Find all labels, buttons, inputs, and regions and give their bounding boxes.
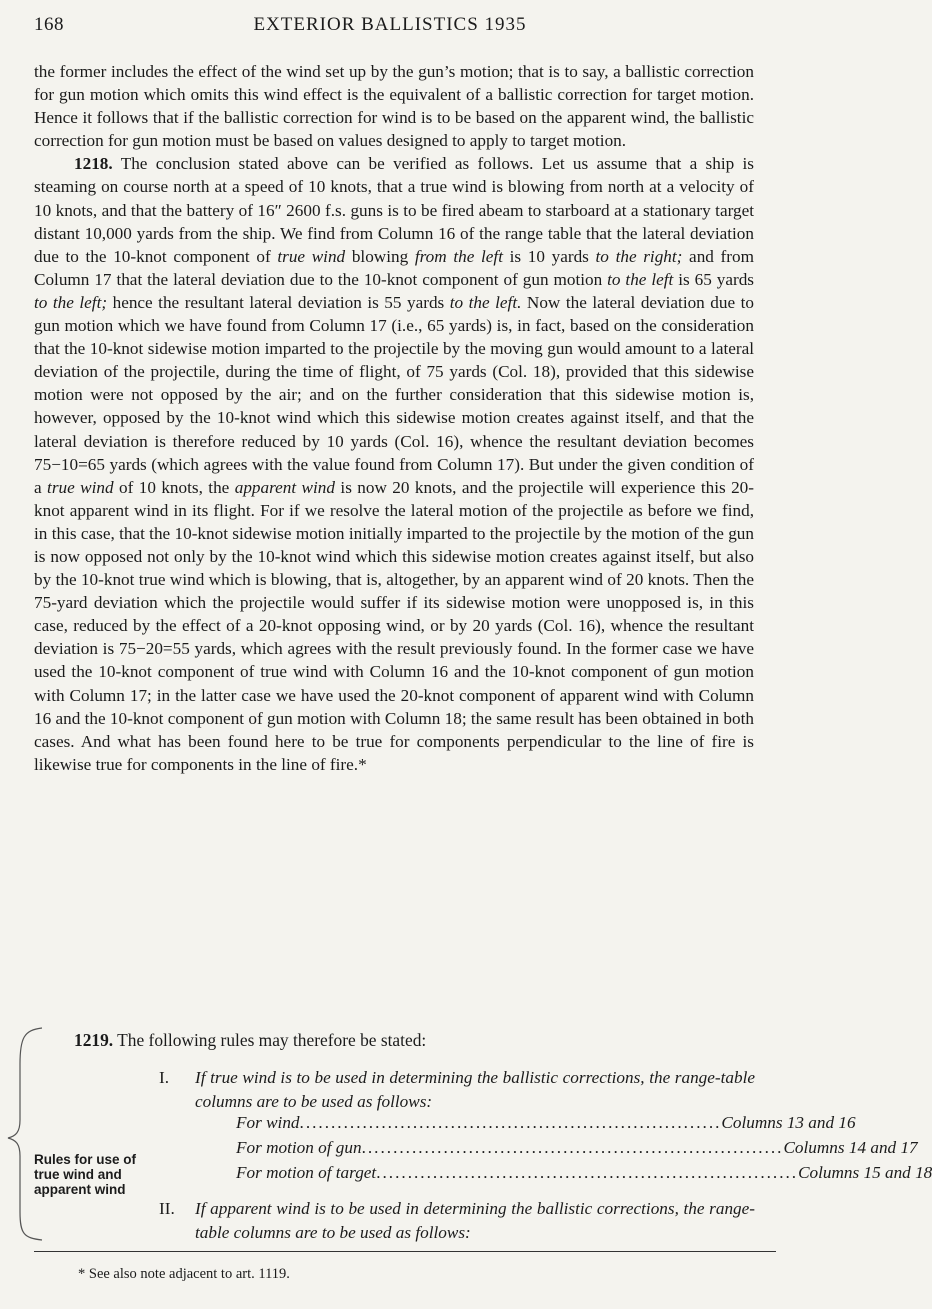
rule-numeral: I. xyxy=(159,1068,170,1087)
emphasis: from the left xyxy=(414,246,503,266)
article-number: 1218. xyxy=(74,154,113,174)
column-row-gun xyxy=(236,1138,918,1158)
leader-dots: ................................................................... xyxy=(376,1163,799,1182)
column-row-wind xyxy=(236,1113,856,1133)
text-run: and from Column 17 that the lateral deviation due to the 10-knot component of gun motion xyxy=(34,246,754,289)
rule-text: If apparent wind is to be used in determining the ballistic corrections, the range-table columns are to be used as follows: xyxy=(195,1199,755,1242)
row-value: Columns 14 and 17 xyxy=(783,1138,918,1157)
emphasis: to the left xyxy=(607,269,674,289)
leader-dots: ................................................................... xyxy=(361,1138,784,1157)
body-text xyxy=(34,60,754,776)
page-number: 168 xyxy=(34,14,64,35)
running-head: EXTERIOR BALLISTICS 1935 xyxy=(253,14,527,35)
footnote: * See also note adjacent to art. 1119. xyxy=(78,1266,290,1282)
text-run: blowing xyxy=(345,246,415,266)
row-value: Columns 13 and 16 xyxy=(721,1113,856,1132)
row-label: For motion of gun xyxy=(236,1138,362,1157)
page-header xyxy=(0,8,780,38)
text-run: Now the lateral deviation due to gun motion which we have found from Column 17 (i.e., 65 yards) is, in fact, based on the consideration that the 10-knot sidewise motion imparted to the projectile by the moving gun would amount to a lateral deviation of the projectile, during the time of flight, of 75 yards (Col. 18), provided that this sidewise motion were not opposed by the air; and on the further consideration that this sidewise motion is, however, opposed by the 10-knot wind which this sidewise motion creates against itself, and that the lateral deviation is therefore reduced by 10 yards (Col. 16), whence the resultant deviation becomes 75−10=65 yards (which agrees with the value found from Column 17). But under the given condition of a xyxy=(34,292,754,497)
paragraph-1218 xyxy=(34,152,754,776)
text-run: The following rules may therefore be stated: xyxy=(113,1030,427,1050)
emphasis: true wind xyxy=(47,477,114,497)
text-run: of 10 knots, the xyxy=(113,477,235,497)
text-run: is 65 yards xyxy=(673,269,754,289)
text-run: is now 20 knots, and the projectile will experience this 20-knot apparent wind in its flight. For if we resolve the lateral motion of the projectile as before we find, in this case, that the 10-knot sidewise motion initially imparted to the projectile by the motion of the gun is now opposed not only by the 10-knot wind which this sidewise motion creates against itself, but also by the 10-knot true wind which is blowing, that is, altogether, by an apparent wind of 20 knots. Then the 75-yard deviation which the projectile would suffer if its sidewise motion were unopposed is, in this case, reduced by the effect of a 20-knot opposing wind, or by 20 yards (Col. 16), whence the resultant deviation is 75−20=55 yards, which agrees with the result previously found. In the former case we have used the 10-knot component of true wind with Column 16 and the 10-knot component of gun motion with Column 17; in the latter case we have used the 20-knot component of apparent wind with Column 16 and the 10-knot component of gun motion with Column 18; the same result has been obtained in both cases. And what has been found here to be true for components perpendicular to the line of fire is likewise true for components in the line of fire.* xyxy=(34,477,754,774)
margin-brace xyxy=(4,1024,44,1244)
paragraph-continuation: the former includes the effect of the wind set up by the gun’s motion; that is to say, a ballistic correction for gun motion which omits this wind effect is the equivalent of a ballistic correction for target motion. Hence it follows that if the ballistic correction for wind is to be based on the apparent wind, the ballistic correction for gun motion must be based on values designed to apply to target motion. xyxy=(34,62,754,151)
emphasis: apparent wind xyxy=(234,477,335,497)
rule-item-1 xyxy=(159,1066,755,1113)
row-label: For wind xyxy=(236,1113,300,1132)
rule-numeral: II. xyxy=(159,1199,175,1218)
paragraph-1219 xyxy=(74,1030,426,1051)
column-row-target xyxy=(236,1163,932,1183)
text-run: hence the resultant lateral deviation is 55 yards xyxy=(107,292,450,312)
row-value: Columns 15 and 18 xyxy=(798,1163,932,1182)
rule-text: If true wind is to be used in determining the ballistic corrections, the range-table columns are to be used as follows: xyxy=(195,1068,755,1111)
emphasis: true wind xyxy=(277,246,346,266)
text-run: is 10 yards xyxy=(502,246,596,266)
leader-dots: ................................................................... xyxy=(299,1113,722,1132)
margin-note: Rules for use of true wind and apparent wind xyxy=(34,1152,137,1197)
emphasis: to the right; xyxy=(595,246,683,266)
article-number: 1219. xyxy=(74,1030,114,1050)
rule-item-2 xyxy=(159,1197,755,1244)
emphasis: to the left; xyxy=(34,292,108,312)
row-label: For motion of target xyxy=(236,1163,377,1182)
emphasis: to the left. xyxy=(449,292,522,312)
text-run: The conclusion stated above can be verified as follows. Let us assume that a ship is steaming on course north at a speed of 10 knots, that a true wind is blowing from north at a velocity of 10 knots, and that the battery of 16″ 2600 f.s. guns is to be fired abeam to starboard at a stationary target distant 10,000 yards from the ship. We find from Column 16 of the range table that the lateral deviation due to the 10-knot component of xyxy=(34,154,754,266)
footnote-divider xyxy=(34,1251,776,1252)
